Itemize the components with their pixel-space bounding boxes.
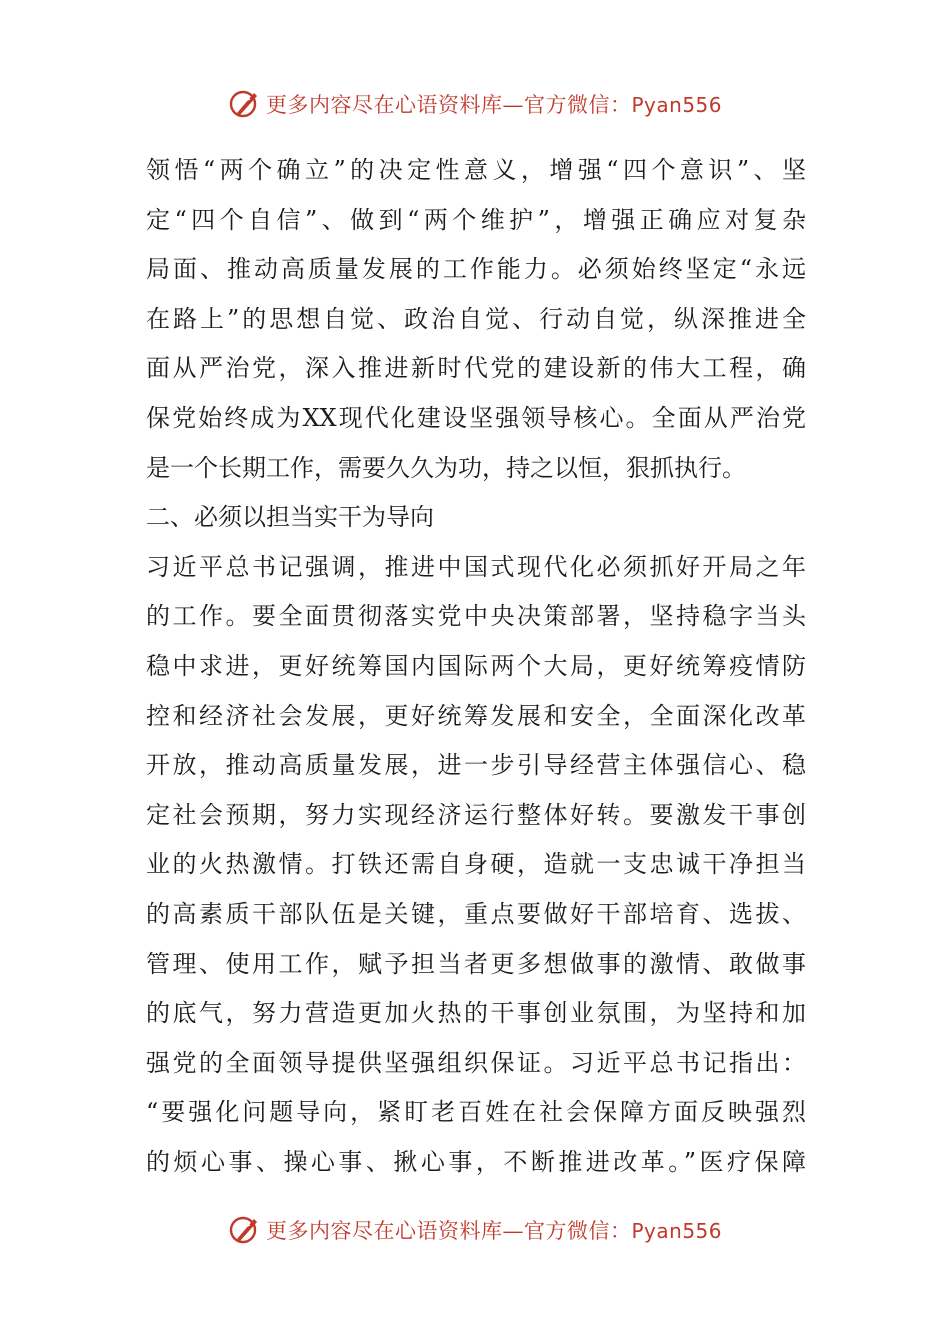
text-line: 的烦心事、操心事、揪心事，不断推进改革。”医疗保障: [146, 1147, 806, 1176]
text-line: 管理、使用工作，赋予担当者更多想做事的激情、敢做事: [146, 949, 806, 978]
text-line: 局面、推动高质量发展的工作能力。必须始终坚定“永远: [146, 255, 806, 284]
document-body: [146, 146, 806, 1187]
text-line: 在路上”的思想自觉、政治自觉、行动自觉，纵深推进全: [146, 304, 806, 333]
text-line: 控和经济社会发展，更好统筹发展和安全，全面深化改革: [146, 701, 806, 730]
text-line: 的工作。要全面贯彻落实党中央决策部署，坚持稳字当头: [146, 602, 806, 631]
quill-logo-icon: [228, 1213, 262, 1247]
section-heading: 二、必须以担当实干为导向: [146, 503, 434, 532]
watermark-footer: [0, 1210, 950, 1250]
text-line: 的底气，努力营造更加火热的干事创业氛围，为坚持和加: [146, 999, 806, 1028]
quill-logo-icon: [228, 87, 262, 121]
watermark-text: 更多内容尽在心语资料库—官方微信：Pyan556: [265, 93, 722, 117]
text-line: “要强化问题导向，紧盯老百姓在社会保障方面反映强烈: [146, 1098, 806, 1127]
text-line: 强党的全面领导提供坚强组织保证。习近平总书记指出：: [146, 1048, 806, 1077]
text-line: 是一个长期工作，需要久久为功，持之以恒，狠抓执行。: [146, 453, 746, 482]
text-line: 定社会预期，努力实现经济运行整体好转。要激发干事创: [146, 800, 806, 829]
watermark-text: 更多内容尽在心语资料库—官方微信：Pyan556: [265, 1219, 722, 1243]
text-line: 稳中求进，更好统筹国内国际两个大局，更好统筹疫情防: [146, 651, 806, 680]
text-line: 开放，推动高质量发展，进一步引导经营主体强信心、稳: [146, 751, 806, 780]
text-line: 定“四个自信”、做到“两个维护”，增强正确应对复杂: [146, 205, 806, 234]
text-line: 业的火热激情。打铁还需自身硬，造就一支忠诚干净担当: [146, 850, 806, 879]
text-line: 的高素质干部队伍是关键，重点要做好干部培育、选拔、: [146, 899, 806, 928]
text-line: 保党始终成为XX现代化建设坚强领导核心。全面从严治党: [146, 403, 806, 432]
watermark-header: [0, 84, 950, 124]
text-line: 领悟“两个确立”的决定性意义，增强“四个意识”、坚: [146, 156, 806, 184]
text-line: 习近平总书记强调，推进中国式现代化必须抓好开局之年: [146, 552, 806, 581]
text-line: 面从严治党，深入推进新时代党的建设新的伟大工程，确: [146, 354, 806, 383]
